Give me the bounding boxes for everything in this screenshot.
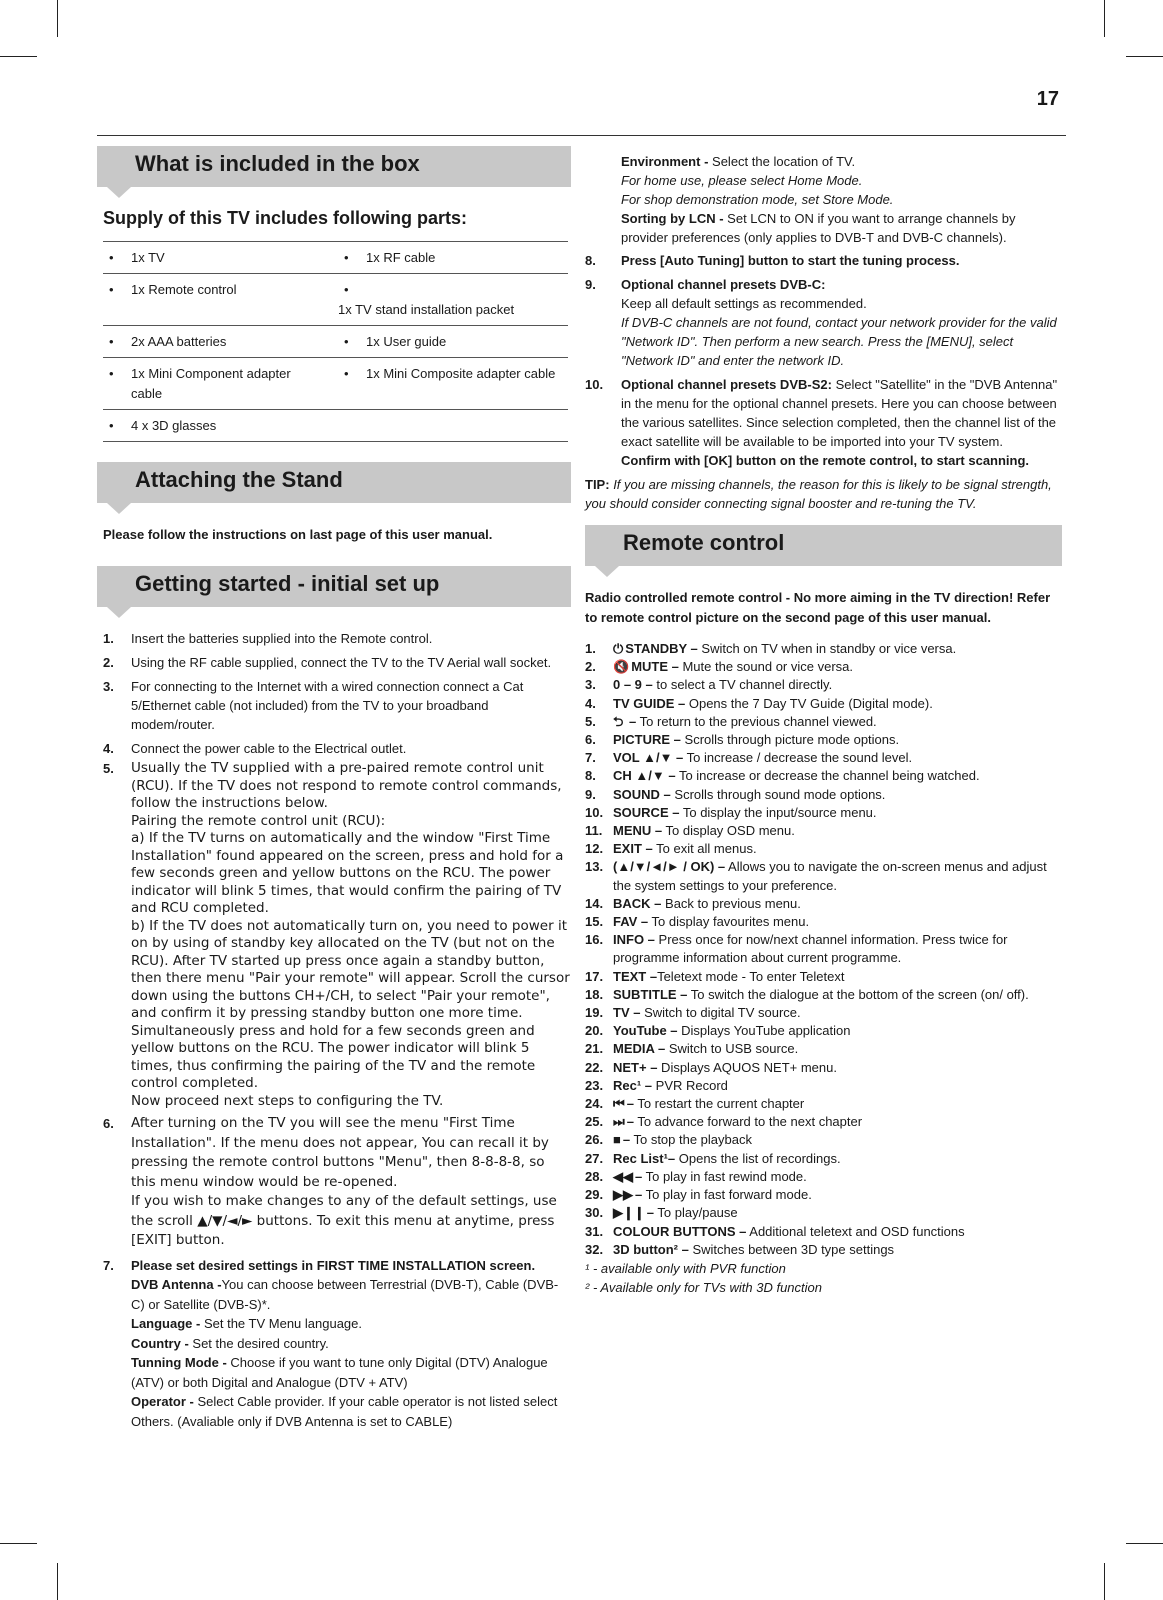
part-item: 1x User guide — [366, 334, 447, 349]
part-item: 2x AAA batteries — [131, 334, 227, 349]
part-item: 1x TV stand installation packet — [338, 302, 515, 317]
list-item: 15. FAV – To display favourites menu. — [585, 914, 810, 930]
page-number: 17 — [1036, 88, 1059, 110]
list-item: 3. For connecting to the Internet with a wired connection connect a Cat 5/Ethernet cable (not included) from the TV to your broadband modem/router. — [103, 679, 524, 732]
table-row: • 1x Mini Component adapter cable • 1x Mini Composite adapter cable — [103, 358, 568, 410]
section-title: Getting started - initial set up — [135, 571, 440, 596]
part-item: 1x TV — [131, 250, 165, 265]
button-icon: ◀◀ — [613, 1168, 633, 1184]
section-title: Remote control — [623, 530, 785, 555]
list-item: 10. Optional channel presets DVB-S2: Select "Satellite" in the "DVB Antenna" in the menu for the optional channel presets. Here you can choose between the various satellites. Since selection completed, then the channel list of the exact satellite will be available to be imported into your TV system. Confirm with [OK] button on the remote control, to start scanning. — [585, 377, 1058, 468]
list-item: 30. ▶❙❙ – To play/pause — [585, 1204, 1062, 1222]
list-item: 3. 0 – 9 – to select a TV channel directly. — [585, 677, 833, 693]
parts-table — [103, 241, 568, 442]
list-item: 13. (▲/▼/◄/► / OK) – Allows you to navigate the on-screen menus and adjust the system settings to your preference. — [585, 859, 1047, 893]
list-item: 29. ▶▶ – To play in fast forward mode. — [585, 1186, 1062, 1204]
part-item: 4 x 3D glasses — [131, 418, 217, 433]
list-item: 18. SUBTITLE – To switch the dialogue at the bottom of the screen (on/ off). — [585, 986, 1029, 1002]
list-item: 22. NET+ – Displays AQUOS NET+ menu. — [585, 1059, 837, 1075]
list-item: 2. 🔇 MUTE – Mute the sound or vice versa. — [585, 658, 1062, 676]
button-icon: ⏮ — [613, 1096, 625, 1112]
button-icon: ▶❙❙ — [613, 1205, 645, 1221]
crop-mark — [0, 1543, 37, 1544]
crop-mark — [57, 0, 58, 37]
list-item: 4. TV GUIDE – Opens the 7 Day TV Guide (Digital mode). — [585, 695, 933, 711]
tip: TIP: If you are missing channels, the reason for this is likely to be signal strength, you should consider connecting signal booster and re-tuning the TV. — [585, 477, 1052, 511]
table-row: • 1x TV • 1x RF cable — [103, 242, 568, 274]
list-item: 31. COLOUR BUTTONS – Additional teletext and OSD functions — [585, 1223, 965, 1239]
button-icon: ■ — [613, 1132, 621, 1148]
section-banner-remote — [585, 525, 1062, 566]
list-item: 6. After turning on the TV you will see the menu "First Time Installation". If the menu does not appear, You can recall it by pressing the remote control buttons "Menu", then 8-8-8-8, so this menu window would be re-opened. If you wish to make changes to any of the default settings, use the scroll ▲/▼/◄/► buttons. To exit this menu at anytime, press [EXIT] button. — [103, 1115, 557, 1248]
footnote: ² - Available only for TVs with 3D function — [585, 1279, 822, 1295]
table-row: • 1x Remote control •1x TV stand installation packet — [103, 274, 568, 326]
list-item: 5. Usually the TV supplied with a pre-paired remote control unit (RCU). If the TV does not respond to remote control commands, follow the instructions below. Pairing the remote control unit (RCU): a) If the TV turns on automatically and the window "First Time Installation" found appeared on the screen, press and hold for a few seconds green and yellow buttons on the RCU. The power indicator will blink 5 times, that would confirm the pairing of TV and RCU completed. b) If the TV does not automatically turn on, you need to power it on by using of standby key allocated on the TV (but not on the RCU). After TV started up press once again a standby button, then there menu "Pair your remote" will appear. Scroll the cursor down using the buttons CH+/CH, to select "Pair your remote", and confirm it by pressing standby button one more time. Simultaneously press and hold for a few seconds green and yellow buttons on the RCU. The power indicator will blink 5 times, thus confirming the pairing of the TV and the remote control completed. Now proceed next steps to configuring the TV. — [103, 760, 570, 1109]
list-item: 14. BACK – Back to previous menu. — [585, 895, 801, 911]
list-item: 6. PICTURE – Scrolls through picture mode options. — [585, 732, 900, 748]
remote-button-list — [585, 640, 1062, 1259]
list-item: 11. MENU – To display OSD menu. — [585, 823, 795, 839]
list-item: 21. MEDIA – Switch to USB source. — [585, 1041, 799, 1057]
crop-mark — [1126, 1543, 1163, 1544]
section-banner-box — [97, 146, 571, 187]
button-icon: ▶▶ — [613, 1187, 633, 1203]
list-item: 25. ⏭ – To advance forward to the next chapter — [585, 1113, 1062, 1131]
setup-continued: Environment - Select the location of TV. For home use, please select Home Mode. For shop demonstration mode, set Store Mode. Sorting by LCN - Set LCN to ON if you want to arrange channels by provider preferences (only applies to DVB-T and DVB-C channels). — [621, 154, 1016, 245]
setup-steps-continued — [585, 251, 1062, 470]
list-item: 1. ⏻ STANDBY – Switch on TV when in standby or vice versa. — [585, 640, 1062, 658]
list-item: 27. Rec List¹– Opens the list of recordings. — [585, 1150, 841, 1166]
button-icon: ⏭ — [613, 1114, 625, 1130]
list-item: 5. ⮌ – To return to the previous channel viewed. — [585, 713, 1062, 731]
crop-mark — [1104, 1563, 1105, 1600]
part-item: 1x Mini Composite adapter cable — [366, 366, 556, 381]
list-item: 8. Press [Auto Tuning] button to start the tuning process. — [585, 253, 960, 268]
list-item: 20. YouTube – Displays YouTube application — [585, 1023, 851, 1039]
part-item: 1x RF cable — [366, 250, 436, 265]
section-banner-setup — [97, 566, 571, 607]
list-item: 1. Insert the batteries supplied into the Remote control. — [103, 631, 433, 646]
setup-steps — [97, 629, 571, 1431]
list-item: 10. SOURCE – To display the input/source menu. — [585, 804, 877, 820]
crop-mark — [1104, 0, 1105, 37]
list-item: 9. SOUND – Scrolls through sound mode options. — [585, 786, 886, 802]
list-item: 17. TEXT –Teletext mode - To enter Teletext — [585, 968, 845, 984]
list-item: 7. Please set desired settings in FIRST TIME INSTALLATION screen. DVB Antenna -You can choose between Terrestrial (DVB-T), Cable (DVB-C) or Satellite (DVB-S)*. Language - Set the TV Menu language. Country - Set the desired country. Tunning Mode - Choose if you want to tune only Digital (DTV) Analogue (ATV) or both Digital and Analogue (DTV + ATV) Operator - Select Cable provider. If your cable operator is not listed select Others. (Avaliable only if DVB Antenna is set to CABLE) — [103, 1257, 559, 1429]
section-title: What is included in the box — [135, 151, 420, 176]
stand-note: Please follow the instructions on last page of this user manual. — [103, 527, 493, 542]
table-row: • 2x AAA batteries • 1x User guide — [103, 326, 568, 358]
list-item: 9. Optional channel presets DVB-C: Keep all default settings as recommended. If DVB-C channels are not found, contact your network provider for the valid "Network ID". Then perform a new search. Press the [MENU], select "Network ID" and enter the network ID. — [585, 277, 1057, 368]
list-item: 19. TV – Switch to digital TV source. — [585, 1005, 801, 1021]
button-icon: ⮌ — [613, 713, 624, 729]
section-title: Attaching the Stand — [135, 467, 343, 492]
table-row: • 4 x 3D glasses — [103, 410, 568, 442]
footnote: ¹ - available only with PVR function — [585, 1260, 786, 1276]
list-item: 24. ⏮ – To restart the current chapter — [585, 1095, 1062, 1113]
button-icon: ⏻ — [613, 641, 624, 656]
crop-mark — [1126, 56, 1163, 57]
header-rule — [97, 135, 1066, 136]
list-item: 28. ◀◀ – To play in fast rewind mode. — [585, 1168, 1062, 1186]
list-item: 32. 3D button² – Switches between 3D type settings — [585, 1241, 895, 1257]
crop-mark — [0, 56, 37, 57]
list-item: 26. ■ – To stop the playback — [585, 1131, 1062, 1149]
list-item: 12. EXIT – To exit all menus. — [585, 841, 757, 857]
list-item: 7. VOL ▲/▼ – To increase / decrease the sound level. — [585, 750, 913, 766]
list-item: 2. Using the RF cable supplied, connect the TV to the TV Aerial wall socket. — [103, 655, 552, 670]
box-subtitle: Supply of this TV includes following parts: — [103, 208, 468, 228]
crop-mark — [57, 1563, 58, 1600]
part-item: 1x Mini Component adapter cable — [131, 366, 291, 401]
section-banner-stand — [97, 462, 571, 503]
part-item: 1x Remote control — [131, 282, 237, 297]
list-item: 23. Rec¹ – PVR Record — [585, 1077, 728, 1093]
list-item: 8. CH ▲/▼ – To increase or decrease the channel being watched. — [585, 768, 980, 784]
list-item: 16. INFO – Press once for now/next channel information. Press twice for programme information about current programme. — [585, 932, 1008, 966]
left-column — [97, 146, 571, 1436]
remote-intro: Radio controlled remote control - No more aiming in the TV direction! Refer to remote control picture on the second page of this user manual. — [585, 590, 1051, 625]
button-icon: 🔇 — [613, 659, 630, 675]
list-item: 4. Connect the power cable to the Electrical outlet. — [103, 741, 407, 756]
right-column — [585, 152, 1062, 1297]
